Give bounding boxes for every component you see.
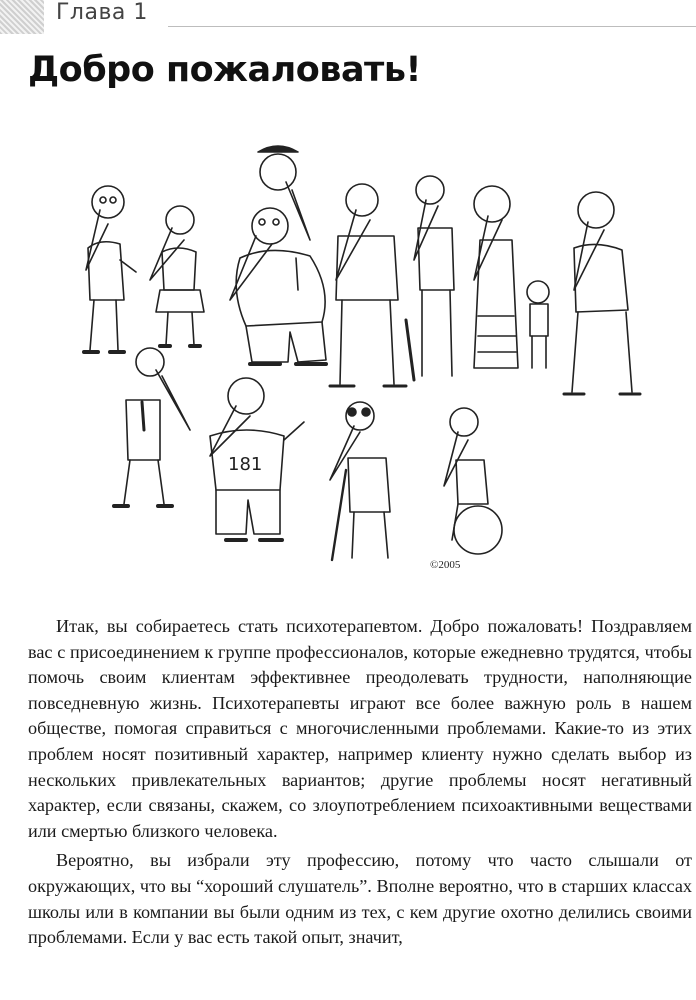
figure-jersey-man [210, 378, 304, 540]
paragraph: Итак, вы собираетесь стать психотерапевтом. Добро пожаловать! Поздравляем вас с присоединением к группе профессионалов, которые ежедневно трудятся, чтобы помочь своим клиентам эффективнее преодолевать трудности, наполняющие повседневную жизнь. Психотерапевты играют все более важную роль в нашем обществе, помогая справиться с многочисленными проблемами. Какие-то из этих проблем носят позитивный характер, например клиенту нужно сделать выбор из нескольких привлекательных вариантов; другие проблемы носят негативный характер, если связаны, скажем, со злоупотреблением психоактивными веществами или смертью близкого человека. [28, 616, 692, 841]
figure-woman-left [84, 186, 136, 352]
chapter-title: Добро пожаловать! [28, 50, 421, 90]
running-header [0, 0, 696, 36]
header-decoration [0, 0, 44, 34]
figure-blind-man [330, 402, 390, 560]
copyright-mark: ©2005 [430, 559, 461, 571]
figure-curly-woman [474, 186, 518, 368]
figure-girl [150, 206, 204, 346]
figure-child [527, 281, 549, 368]
paragraph: Вероятно, вы избрали эту профессию, потому что часто слышали от окружающих, что вы “хороший слушатель”. Вполне вероятно, что в старших классах школы или в компании вы были одним из тех, с кем другие охотно делились своими проблемами. Если у вас есть такой опыт, значит, [28, 850, 692, 948]
header-rule [168, 26, 696, 27]
body-text [28, 614, 692, 951]
figure-wheelchair-person [444, 408, 502, 554]
figure-big-man [230, 208, 326, 364]
chapter-label: Глава 1 [56, 0, 148, 25]
group-illustration [60, 140, 650, 590]
figure-woman-right [564, 192, 640, 394]
figure-man-hat [258, 146, 310, 240]
figure-tall-man [330, 184, 406, 386]
jersey-number: 181 [228, 454, 263, 475]
figure-cane-man [406, 176, 454, 380]
figure-tie-man [114, 348, 190, 506]
